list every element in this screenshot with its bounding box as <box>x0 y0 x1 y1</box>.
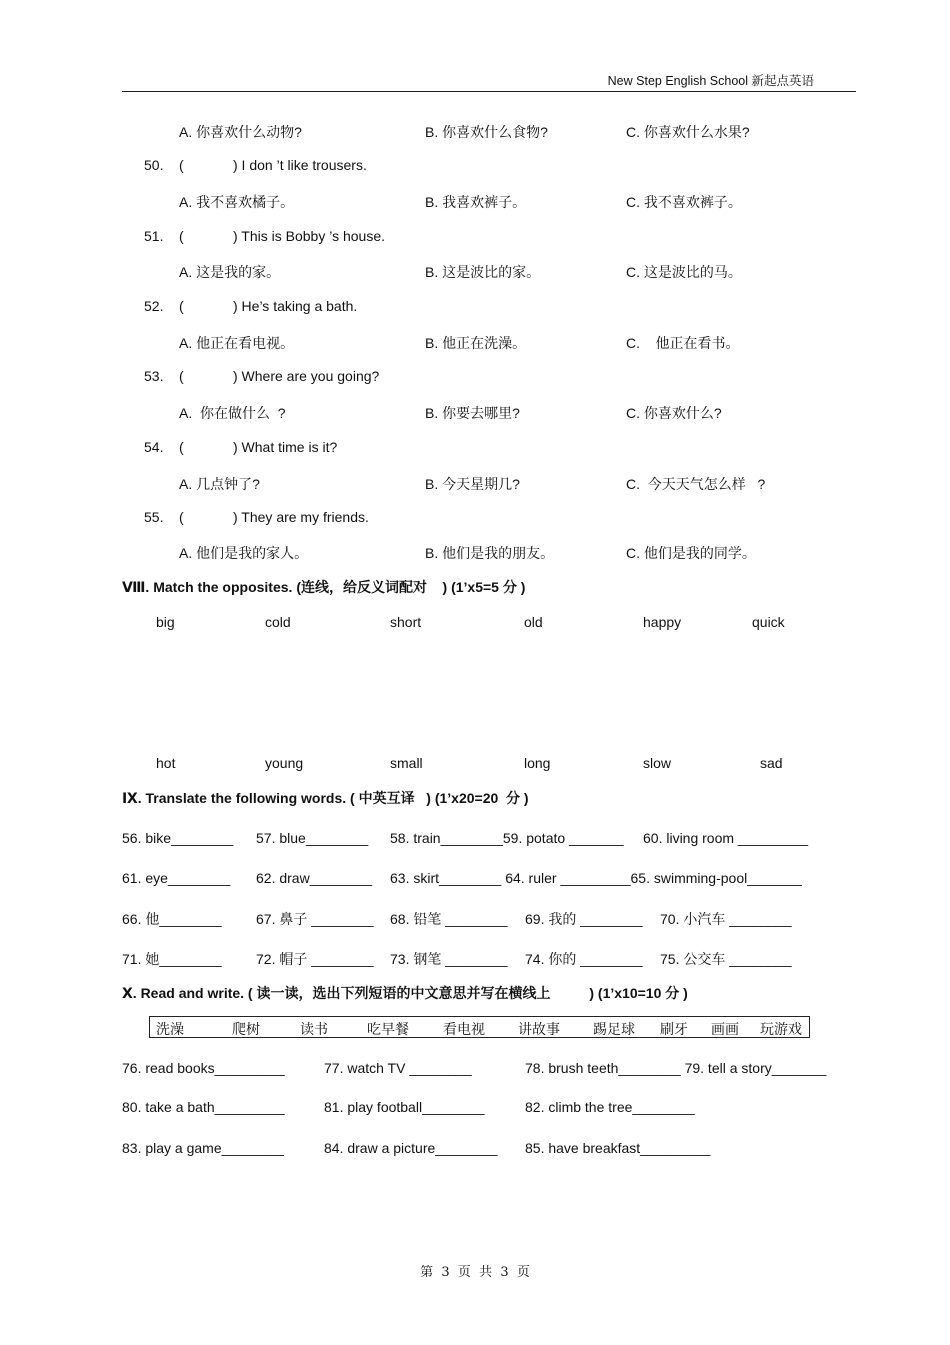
q53-number: 53. <box>144 368 164 384</box>
translate-item[interactable]: 56. bike________ <box>122 830 234 846</box>
phrase-item[interactable]: 84. draw a picture________ <box>324 1140 498 1156</box>
word-bank-box <box>149 1016 810 1038</box>
q54-option-a: A. 几点钟了? <box>179 476 260 492</box>
q52-option-b: B. 他正在洗澡。 <box>425 335 527 351</box>
q54-number: 54. <box>144 439 164 455</box>
q54-option-c: C. 今天天气怎么样 ? <box>626 476 766 492</box>
q50-answer-paren[interactable]: ( <box>179 157 184 173</box>
translate-item[interactable]: 72. 帽子 ________ <box>256 951 374 967</box>
q55-number: 55. <box>144 509 164 525</box>
word-bank-item: 刷牙 <box>660 1021 688 1037</box>
word-bank-item: 读书 <box>300 1021 328 1037</box>
phrase-item[interactable]: 78. brush teeth________ 79. tell a story_______ <box>525 1060 827 1076</box>
page-footer: 第 3 页 共 3 页 <box>420 1265 530 1280</box>
translate-item[interactable]: 73. 钢笔 ________ <box>390 951 508 967</box>
translate-item[interactable]: 74. 你的 ________ <box>525 951 643 967</box>
q53-text: ) Where are you going? <box>233 368 380 384</box>
q49-option-a: A. 你喜欢什么动物? <box>179 124 302 140</box>
q52-option-c: C. 他正在看书。 <box>626 335 740 351</box>
match-bottom-word[interactable]: small <box>390 755 423 771</box>
match-bottom-word[interactable]: young <box>265 755 304 771</box>
match-top-word[interactable]: old <box>524 614 543 630</box>
section10-title: Ⅹ. Read and write. ( 读一读，选出下列短语的中文意思并写在横线上 ) (1’x10=10 分 ) <box>122 985 688 1001</box>
translate-item[interactable]: 58. train________59. potato _______ <box>390 830 624 846</box>
match-bottom-word[interactable]: slow <box>643 755 672 771</box>
q51-text: ) This is Bobby ’s house. <box>233 228 386 244</box>
q53-option-b: B. 你要去哪里? <box>425 405 520 421</box>
q54-option-b: B. 今天星期几? <box>425 476 520 492</box>
phrase-item[interactable]: 76. read books_________ <box>122 1060 285 1076</box>
q55-option-b: B. 他们是我的朋友。 <box>425 545 555 561</box>
translate-item[interactable]: 68. 铅笔 ________ <box>390 911 508 927</box>
word-bank-item: 画画 <box>711 1021 739 1037</box>
q50-option-b: B. 我喜欢裤子。 <box>425 194 527 210</box>
match-bottom-word[interactable]: hot <box>156 755 176 771</box>
translate-item[interactable]: 62. draw________ <box>256 870 372 886</box>
phrase-item[interactable]: 82. climb the tree________ <box>525 1099 695 1115</box>
phrase-item[interactable]: 81. play football________ <box>324 1099 485 1115</box>
word-bank-item: 看电视 <box>443 1021 485 1037</box>
word-bank-item: 踢足球 <box>593 1021 635 1037</box>
translate-item[interactable]: 66. 他________ <box>122 911 222 927</box>
phrase-item[interactable]: 85. have breakfast_________ <box>525 1140 711 1156</box>
translate-item[interactable]: 61. eye________ <box>122 870 231 886</box>
q49-option-c: C. 你喜欢什么水果? <box>626 124 750 140</box>
q50-text: ) I don ’t like trousers. <box>233 157 367 173</box>
q51-number: 51. <box>144 228 164 244</box>
q54-answer-paren[interactable]: ( <box>179 439 184 455</box>
translate-item[interactable]: 69. 我的 ________ <box>525 911 643 927</box>
phrase-item[interactable]: 77. watch TV ________ <box>324 1060 472 1076</box>
q52-text: ) He’s taking a bath. <box>233 298 358 314</box>
header-rule <box>122 91 856 92</box>
q50-number: 50. <box>144 157 164 173</box>
q53-answer-paren[interactable]: ( <box>179 368 184 384</box>
q54-text: ) What time is it? <box>233 439 338 455</box>
match-top-word[interactable]: cold <box>265 614 291 630</box>
translate-item[interactable]: 71. 她________ <box>122 951 222 967</box>
q51-answer-paren[interactable]: ( <box>179 228 184 244</box>
match-bottom-word[interactable]: sad <box>760 755 783 771</box>
q52-answer-paren[interactable]: ( <box>179 298 184 314</box>
translate-item[interactable]: 63. skirt________ 64. ruler _________65. swimming-pool_______ <box>390 870 802 886</box>
match-top-word[interactable]: quick <box>752 614 785 630</box>
q55-answer-paren[interactable]: ( <box>179 509 184 525</box>
q55-option-a: A. 他们是我的家人。 <box>179 545 309 561</box>
q52-number: 52. <box>144 298 164 314</box>
translate-item[interactable]: 67. 鼻子 ________ <box>256 911 374 927</box>
q52-option-a: A. 他正在看电视。 <box>179 335 295 351</box>
q55-option-c: C. 他们是我的同学。 <box>626 545 756 561</box>
q50-option-a: A. 我不喜欢橘子。 <box>179 194 295 210</box>
q51-option-c: C. 这是波比的马。 <box>626 264 742 280</box>
word-bank-item: 吃早餐 <box>367 1021 409 1037</box>
translate-item[interactable]: 57. blue________ <box>256 830 369 846</box>
match-top-word[interactable]: short <box>390 614 422 630</box>
q51-option-a: A. 这是我的家。 <box>179 264 281 280</box>
section9-title: Ⅸ. Translate the following words. ( 中英互译 ) (1’x20=20 分 ) <box>122 790 529 806</box>
q51-option-b: B. 这是波比的家。 <box>425 264 541 280</box>
section8-title: Ⅷ. Match the opposites. (连线，给反义词配对 ) (1’x5=5 分 ) <box>122 579 526 595</box>
word-bank-item: 爬树 <box>232 1021 260 1037</box>
translate-item[interactable]: 60. living room _________ <box>643 830 809 846</box>
translate-item[interactable]: 75. 公交车 ________ <box>660 951 792 967</box>
translate-item[interactable]: 70. 小汽车 ________ <box>660 911 792 927</box>
q49-option-b: B. 你喜欢什么食物? <box>425 124 548 140</box>
word-bank-item: 玩游戏 <box>760 1021 802 1037</box>
q53-option-a: A. 你在做什么 ? <box>179 405 286 421</box>
q50-option-c: C. 我不喜欢裤子。 <box>626 194 742 210</box>
word-bank-item: 洗澡 <box>156 1021 184 1037</box>
word-bank-item: 讲故事 <box>518 1021 560 1037</box>
q53-option-c: C. 你喜欢什么? <box>626 405 722 421</box>
q55-text: ) They are my friends. <box>233 509 369 525</box>
phrase-item[interactable]: 80. take a bath_________ <box>122 1099 285 1115</box>
phrase-item[interactable]: 83. play a game________ <box>122 1140 284 1156</box>
match-bottom-word[interactable]: long <box>524 755 551 771</box>
match-top-word[interactable]: happy <box>643 614 682 630</box>
match-top-word[interactable]: big <box>156 614 175 630</box>
header-school: New Step English School 新起点英语 <box>607 74 814 88</box>
